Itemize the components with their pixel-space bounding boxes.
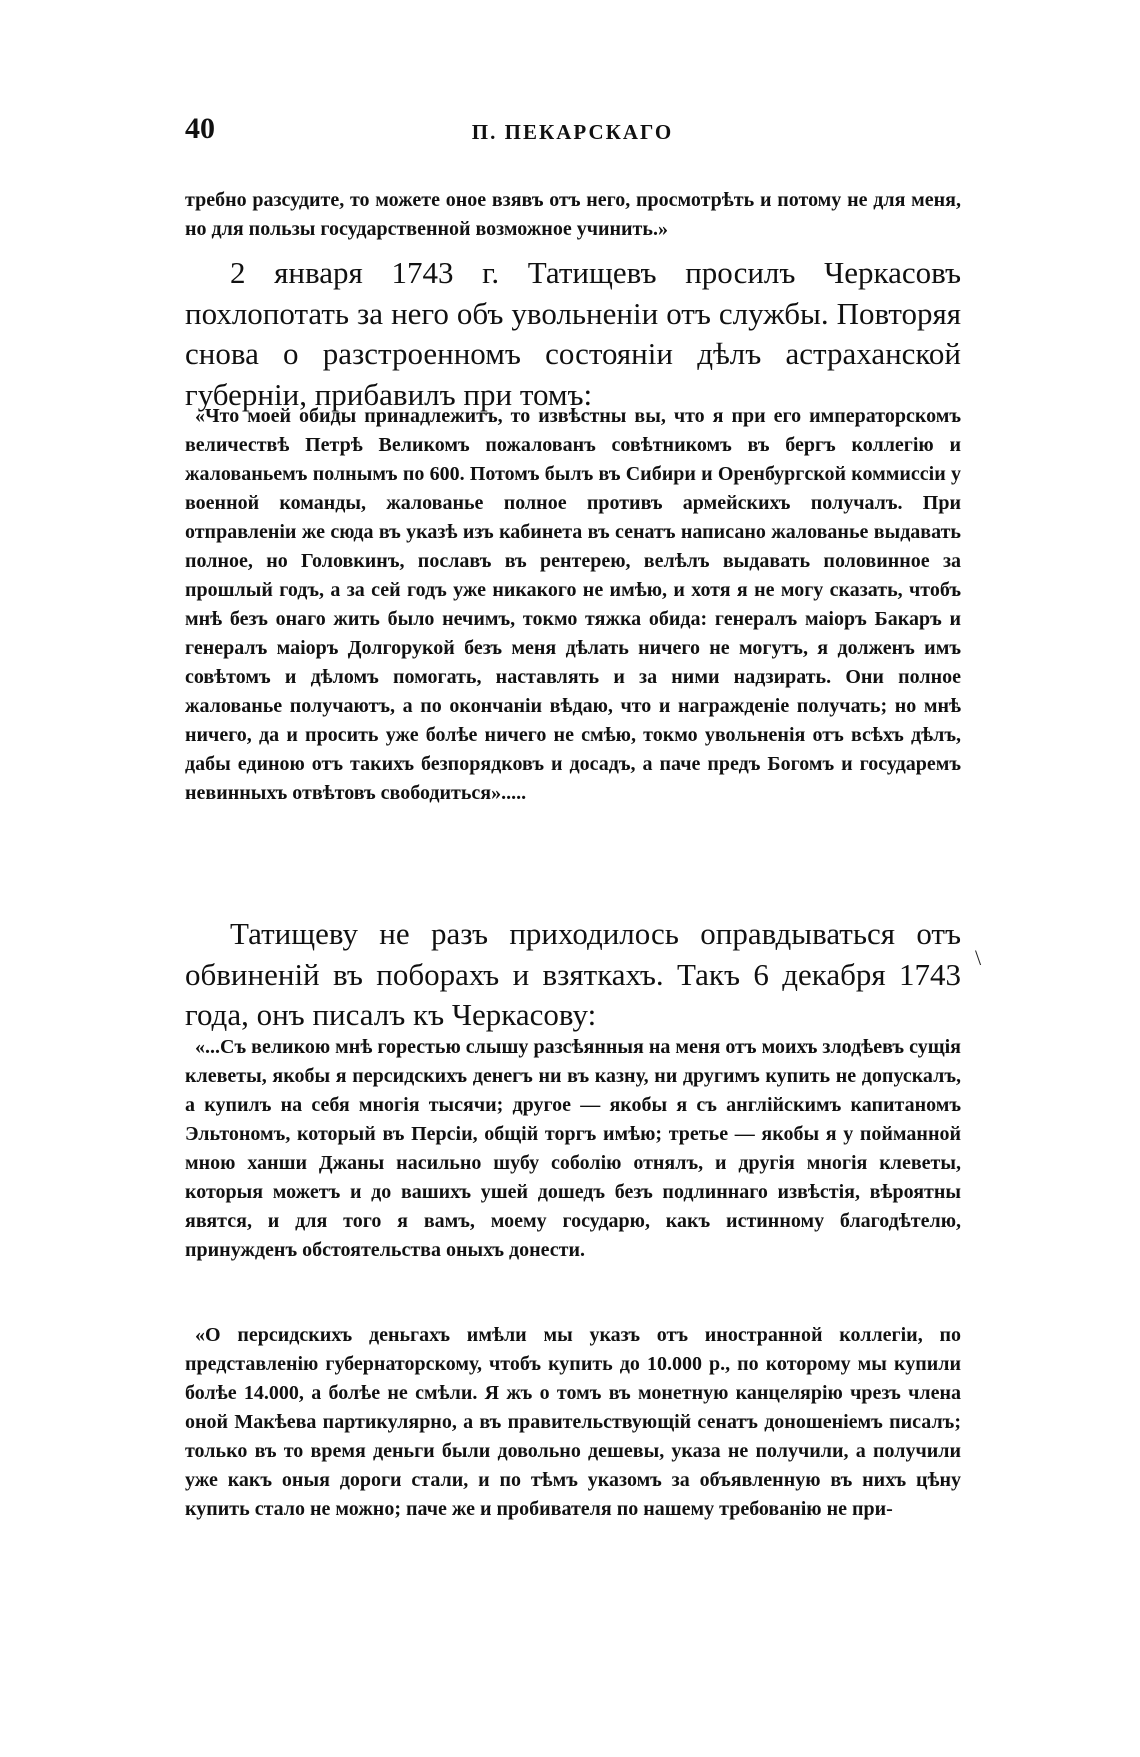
paragraph-narrative-2: Татищеву не разъ приходилось оправдываться отъ обвиненій въ поборахъ и взяткахъ. Такъ 6 декабря 1743 года, онъ писалъ къ Черкасову: [185,916,961,1032]
paragraph-quote-3: «О персидскихъ деньгахъ имѣли мы указъ отъ иностранной коллегіи, по представленію губернаторскому, чтобъ купить до 10.000 р., по которому мы купили болѣе 14.000, а болѣе не смѣли. Я жъ о томъ въ монетную канцелярію чрезъ члена оной Макѣева партикулярно, а въ правительствующій сенатъ доношеніемъ писалъ; только въ то время деньги были довольно дешевы, указа не получили, а получили уже какъ оныя дороги стали, и по тѣмъ указомъ за объявленную въ нихъ цѣну купить стало не можно; паче же и пробивателя по нашему требованію не при- [185,1324,961,1520]
page-number: 40 [185,112,215,145]
page-header [185,112,960,152]
paragraph-narrative-1: 2 января 1743 г. Татищевъ просилъ Черкасовъ похлопотать за него объ увольненіи отъ службы. Повторяя снова о разстроенномъ состояніи дѣлъ астраханской губерніи, прибавилъ при томъ: [185,255,961,412]
margin-mark: \ [975,945,982,970]
paragraph-quote-2: «...Съ великою мнѣ горестью слышу разсѣянныя на меня отъ моихъ злодѣевъ сущія клеветы, якобы я персидскихъ денегъ ни въ казну, ни другимъ купить не допускалъ, а купилъ на себя многія тысячи; другое — якобы я съ англійскимъ капитаномъ Эльтономъ, который въ Персіи, общій торгъ имѣю; третье — якобы я у пойманной мною ханши Джаны насильно шубу соболію отнялъ, и другія многія клеветы, которыя можетъ и до вашихъ ушей дошедъ безъ подлиннаго извѣстія, вѣроятны явятся, и для того я вамъ, моему государю, какъ истинному благодѣтелю, принужденъ обстоятельства оныхъ донести. [185,1036,961,1261]
running-title: П. ПЕКАРСКАГО [471,120,674,144]
paragraph-quote-1: «Что моей обиды принадлежитъ, то извѣстны вы, что я при его императорскомъ величествѣ Петрѣ Великомъ пожалованъ совѣтникомъ въ бергъ коллегію и жалованьемъ полнымъ по 600. Потомъ былъ въ Сибири и Оренбургской коммиссіи у военной команды, жалованье полное противъ армейскихъ получалъ. При отправленіи же сюда въ указѣ изъ кабинета въ сенатъ написано жалованье выдавать полное, но Головкинъ, пославъ въ рентерею, велѣлъ выдавать половинное за прошлый годъ, а за сей годъ уже никакого не имѣю, и хотя я не могу сказать, чтобъ мнѣ безъ онаго жить было нечимъ, токмо тяжка обида: генералъ маіоръ Бакаръ и генералъ маіоръ Долгорукой безъ меня дѣлать ничего не могутъ, я долженъ имъ совѣтомъ и дѣломъ помогать, наставлять и за ними надзирать. Они полное жалованье получаютъ, а по окончаніи вѣдаю, что и награжденіе получать; но мнѣ ничего, да и просить уже болѣе ничего не смѣю, токмо увольненія отъ всѣхъ дѣлъ, дабы единою отъ такихъ безпорядковъ и досадъ, а паче предъ Богомъ и государемъ невинныхъ отвѣтовъ свободиться»..... [185,405,961,804]
paragraph-continuation: требно разсудите, то можете оное взявъ отъ него, просмотрѣть и потому не для меня, но для пользы государственной возможное учинить.» [185,189,961,240]
